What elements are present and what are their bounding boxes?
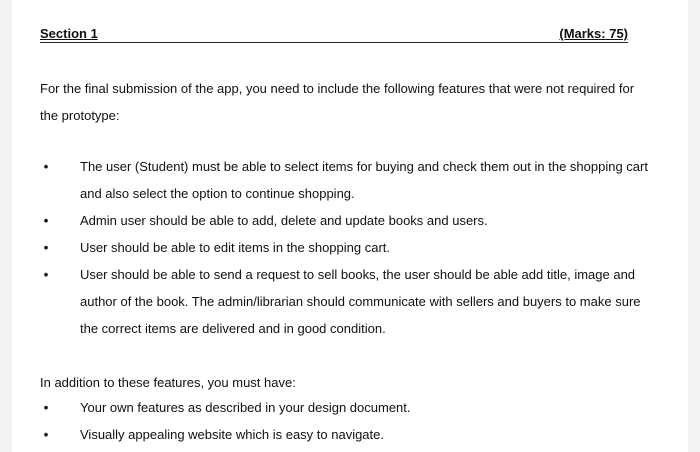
must-have-text: Your own features as described in your design document. <box>80 400 411 415</box>
feature-list <box>40 153 660 342</box>
bullet-icon: • <box>43 267 49 282</box>
list-item <box>40 153 660 207</box>
feature-text: The user (Student) must be able to select items for buying and check them out in the shopping cart and also select the option to continue shopping. <box>80 159 648 201</box>
feature-text: User should be able to send a request to sell books, the user should be able add title, image and author of the book. The admin/librarian should communicate with sellers and buyers to make sure the correct items are delivered and in good condition. <box>80 267 641 336</box>
list-item <box>40 421 660 448</box>
intro-paragraph: For the final submission of the app, you need to include the following features that were not required for the prototype: <box>40 81 635 123</box>
bullet-icon: • <box>43 240 49 255</box>
bullet-icon: • <box>43 427 49 442</box>
list-item <box>40 207 660 234</box>
bullet-icon: • <box>43 400 49 415</box>
list-item <box>40 261 660 342</box>
bullet-icon: • <box>43 213 49 228</box>
feature-text: Admin user should be able to add, delete and update books and users. <box>80 213 488 228</box>
marks-label: (Marks: 75) <box>559 26 628 41</box>
feature-text: User should be able to edit items in the shopping cart. <box>80 240 391 255</box>
must-have-list <box>40 394 660 448</box>
list-item <box>40 234 660 261</box>
bullet-icon: • <box>43 159 49 174</box>
list-item <box>40 394 660 421</box>
must-have-text: Visually appealing website which is easy to navigate. <box>80 427 384 442</box>
section-title: Section 1 <box>40 26 98 41</box>
document-page <box>12 0 688 452</box>
addition-paragraph: In addition to these features, you must have: <box>40 375 296 390</box>
section-header <box>40 26 628 43</box>
